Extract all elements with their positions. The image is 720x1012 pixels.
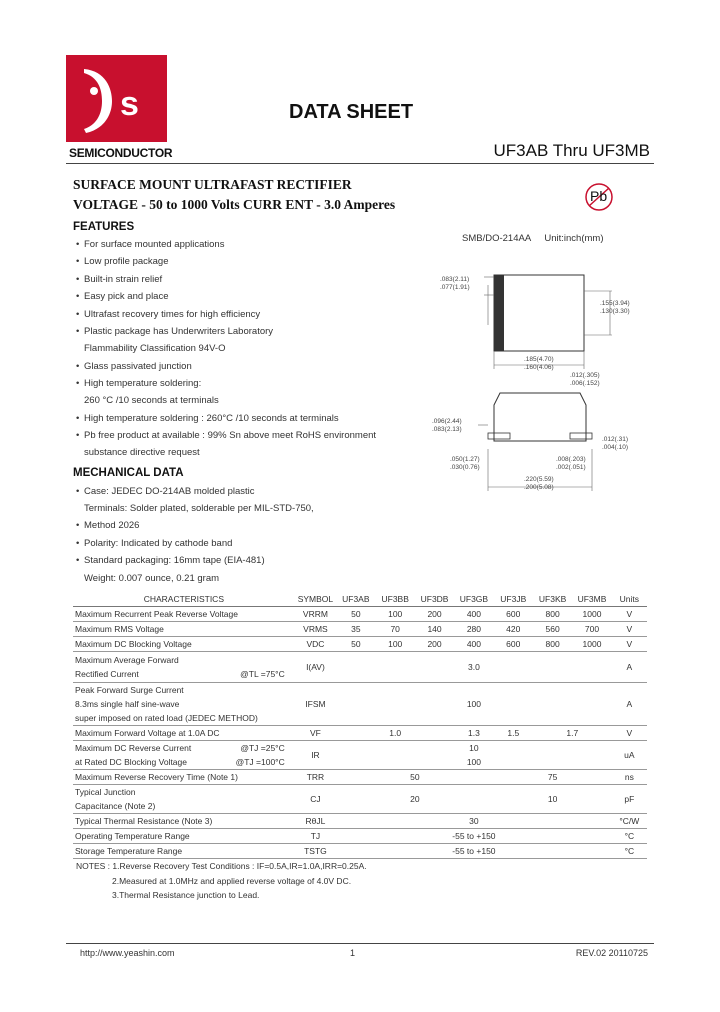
- feature-item: • For surface mounted applications: [76, 239, 225, 250]
- dim-label: .030(0.76): [450, 464, 480, 471]
- header-cell: UF3JB: [494, 592, 533, 607]
- note-2: 2.Measured at 1.0MHz and applied reverse voltage of 4.0V DC.: [112, 876, 352, 886]
- header-cell: SYMBOL: [295, 592, 336, 607]
- feature-item-continued: 260 °C /10 seconds at terminals: [84, 395, 219, 406]
- dim-label: .200(5.08): [524, 484, 554, 491]
- product-heading: SURFACE MOUNT ULTRAFAST RECTIFIER: [73, 177, 352, 192]
- dim-label: .130(3.30): [600, 308, 630, 315]
- table-row: Maximum Average Forward Rectified Current @TL =75°C I(AV) 3.0 A: [73, 652, 647, 683]
- header-cell: UF3KB: [533, 592, 572, 607]
- table-row: Maximum Forward Voltage at 1.0A DC VF 1.0 1.3 1.5 1.7 V: [73, 726, 647, 741]
- header-cell: UF3AB: [336, 592, 375, 607]
- feature-item-continued: Flammability Classification 94V-O: [84, 343, 226, 354]
- mechanical-item-continued: Weight: 0.007 ounce, 0.21 gram: [84, 573, 220, 584]
- header-cell: UF3MB: [572, 592, 611, 607]
- feature-item: • Low profile package: [76, 256, 169, 267]
- dim-label: .160(4.06): [524, 364, 554, 371]
- document-title: DATA SHEET: [289, 101, 414, 123]
- feature-item: • High temperature soldering:: [76, 378, 202, 389]
- header-rule: [66, 163, 654, 164]
- dim-label: .096(2.44): [432, 418, 462, 425]
- table-row: Maximum DC Blocking Voltage VDC 50 100 200 400 600 800 1000 V: [73, 637, 647, 652]
- table-header-row: [73, 592, 647, 607]
- package-name: SMB/DO-214AA: [462, 233, 532, 244]
- package-unit: Unit:inch(mm): [544, 233, 604, 244]
- dim-label: .083(2.11): [440, 276, 470, 283]
- feature-item: • Ultrafast recovery times for high efficiency: [76, 309, 261, 320]
- header-cell: CHARACTERISTICS: [73, 592, 295, 607]
- rating-heading: VOLTAGE - 50 to 1000 Volts CURR ENT - 3.0 Amperes: [73, 197, 396, 212]
- dim-label: .083(2.13): [432, 426, 462, 433]
- header-cell: UF3GB: [454, 592, 493, 607]
- dim-label: .012(.31): [602, 436, 629, 443]
- table-row: Storage Temperature Range TSTG -55 to +150 °C: [73, 844, 647, 859]
- dim-label: .050(1.27): [450, 456, 480, 463]
- feature-item-continued: substance directive request: [84, 447, 200, 458]
- mechanical-title: MECHANICAL DATA: [73, 467, 184, 479]
- dim-label: .012(.305): [570, 372, 600, 379]
- characteristics-table: [73, 592, 647, 859]
- table-row: Maximum Reverse Recovery Time (Note 1) TRR 50 75 ns: [73, 770, 647, 785]
- revision: REV.02 20110725: [575, 948, 648, 958]
- table-row: Peak Forward Surge Current 8.3ms single half sine-wave super imposed on rated load (JEDEC METHOD) IFSM 100 A: [73, 683, 647, 726]
- features-title: FEATURES: [73, 221, 135, 233]
- note-1: NOTES : 1.Reverse Recovery Test Conditions : IF=0.5A,IR=1.0A,IRR=0.25A.: [76, 861, 367, 871]
- dim-label: .008(.203): [556, 456, 586, 463]
- dim-label: .220(5.59): [524, 476, 554, 483]
- table-row: Maximum Recurrent Peak Reverse Voltage VRRM 50 100 200 400 600 800 1000 V: [73, 607, 647, 622]
- table-row: Typical Junction Capacitance (Note 2) CJ 20 10 pF: [73, 785, 647, 814]
- dim-label: .006(.152): [570, 380, 600, 387]
- table-row: Maximum DC Reverse Current @TJ =25°C at Rated DC Blocking Voltage @TJ =100°C IR 10 100 uA: [73, 741, 647, 770]
- part-range: UF3AB Thru UF3MB: [493, 141, 650, 160]
- mechanical-item: • Standard packaging: 16mm tape (EIA-481): [76, 555, 265, 566]
- company-logo: [66, 55, 167, 142]
- package-outline-drawing: [432, 265, 640, 500]
- dim-label: .155(3.94): [600, 300, 630, 307]
- dim-label: .077(1.91): [440, 284, 470, 291]
- page-number: 1: [350, 948, 356, 958]
- dim-label: .004(.10): [602, 444, 629, 451]
- feature-item: • Pb free product at available : 99% Sn above meet RoHS environment: [76, 430, 377, 441]
- mechanical-item: • Polarity: Indicated by cathode band: [76, 538, 233, 549]
- company-name: SEMICONDUCTOR: [69, 146, 173, 160]
- feature-item: • Easy pick and place: [76, 291, 169, 302]
- package-label: [462, 233, 604, 244]
- mechanical-item: • Method 2026: [76, 520, 140, 531]
- pb-free-icon: [584, 182, 614, 212]
- footer-url[interactable]: http://www.yeashin.com: [80, 948, 175, 958]
- pb-label: Pb: [590, 188, 608, 204]
- header-cell: Units: [612, 592, 647, 607]
- dim-label: .002(.051): [556, 464, 586, 471]
- svg-text:s: s: [120, 85, 139, 123]
- feature-item: • Built-in strain relief: [76, 274, 163, 285]
- table-row: Operating Temperature Range TJ -55 to +150 °C: [73, 829, 647, 844]
- mechanical-item: • Case: JEDEC DO-214AB molded plastic: [76, 486, 255, 497]
- table-row: Typical Thermal Resistance (Note 3) RθJL 30 °C/W: [73, 814, 647, 829]
- feature-item: • Plastic package has Underwriters Laboratory: [76, 326, 274, 337]
- mechanical-item-continued: Terminals: Solder plated, solderable per MIL-STD-750,: [84, 503, 314, 514]
- header-cell: UF3BB: [376, 592, 415, 607]
- feature-item: • Glass passivated junction: [76, 361, 192, 372]
- header-cell: UF3DB: [415, 592, 454, 607]
- note-3: 3.Thermal Resistance junction to Lead.: [112, 890, 260, 900]
- feature-item: • High temperature soldering : 260°C /10 seconds at terminals: [76, 413, 339, 424]
- table-row: Maximum RMS Voltage VRMS 35 70 140 280 420 560 700 V: [73, 622, 647, 637]
- footer-rule: [66, 943, 654, 944]
- dim-label: .185(4.70): [524, 356, 554, 363]
